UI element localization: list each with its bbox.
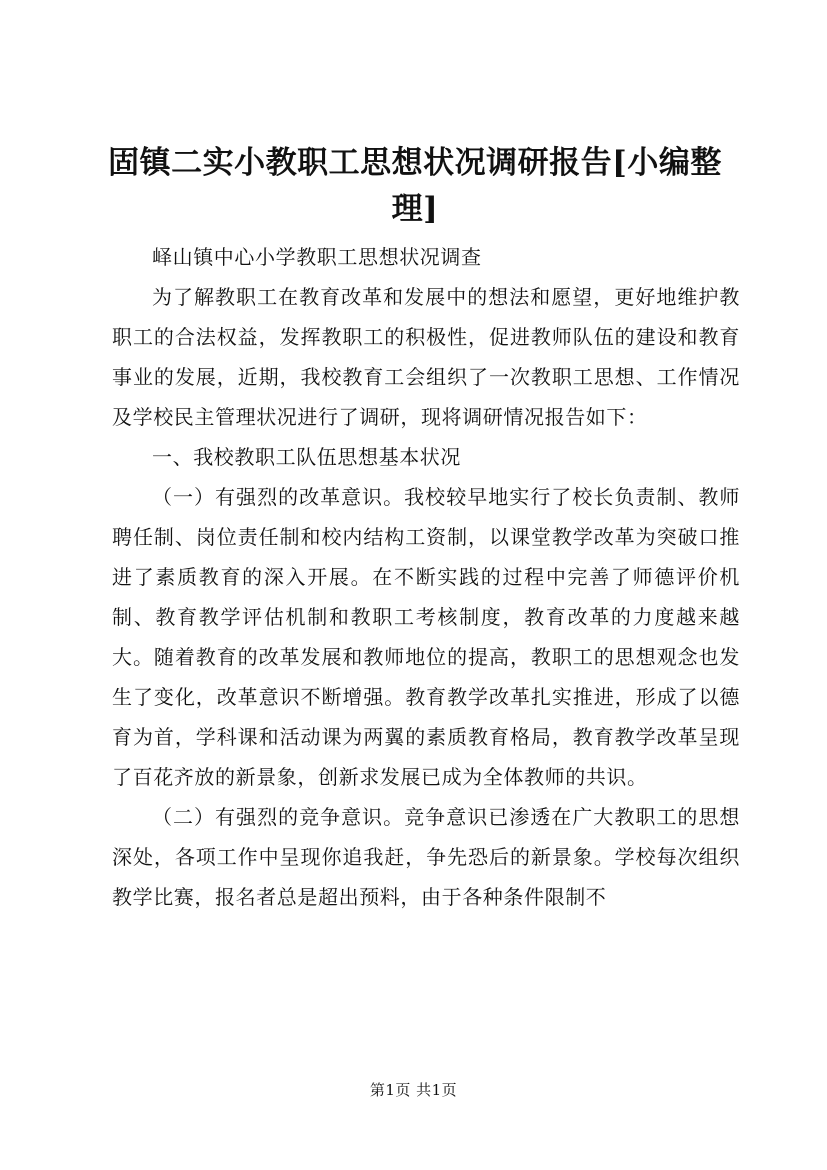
- page-footer: 第1页 共1页: [369, 1081, 458, 1099]
- paragraph-competition-awareness: （二）有强烈的竞争意识。竞争意识已渗透在广大教职工的思想深处，各项工作中呈现你追我赶，争先恐后的新景象。学校每次组织教学比赛，报名者总是超出预料，由于各种条件限制不: [112, 805, 740, 909]
- section-heading-1: 一、我校教职工队伍思想基本状况: [152, 445, 461, 469]
- document-title: 固镇二实小教职工思想状况调研报告[小编整理]: [108, 145, 722, 227]
- paragraph-subtitle: 峄山镇中心小学教职工思想状况调查: [152, 245, 482, 269]
- document-body: [112, 237, 740, 917]
- paragraph-intro: 为了解教职工在教育改革和发展中的想法和愿望，更好地维护教职工的合法权益，发挥教职工的积极性，促进教师队伍的建设和教育事业的发展，近期，我校教育工会组织了一次教职工思想、工作情况及学校民主管理状况进行了调研，现将调研情况报告如下：: [112, 285, 740, 429]
- paragraph-reform-awareness: （一）有强烈的改革意识。我校较早地实行了校长负责制、教师聘任制、岗位责任制和校内结构工资制，以课堂教学改革为突破口推进了素质教育的深入开展。在不断实践的过程中完善了师德评价机制、教育教学评估机制和教职工考核制度，教育改革的力度越来越大。随着教育的改革发展和教师地位的提高，教职工的思想观念也发生了变化，改革意识不断增强。教育教学改革扎实推进，形成了以德育为首，学科课和活动课为两翼的素质教育格局，教育教学改革呈现了百花齐放的新景象，创新求发展已成为全体教师的共识。: [112, 485, 740, 789]
